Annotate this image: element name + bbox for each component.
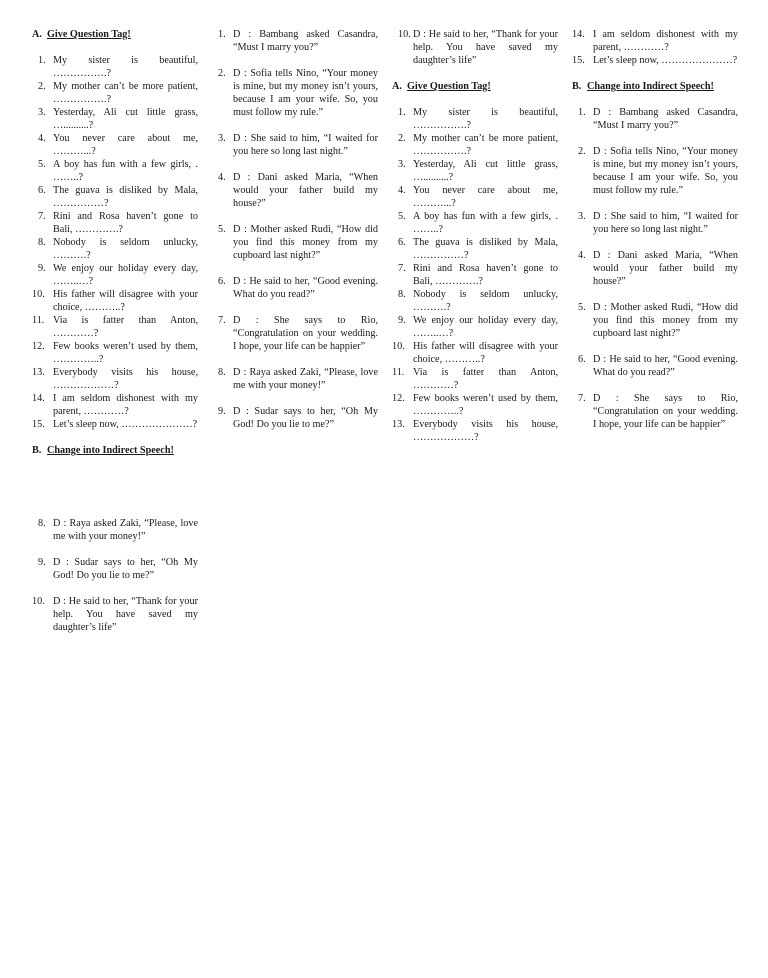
section-a-heading (392, 67, 558, 93)
list-item: 3. Yesterday, Ali cut little grass, …..........? (38, 107, 198, 131)
section-a-title: Give Question Tag! (47, 29, 131, 40)
list-item: 6. D : He said to her, “Good evening. What do you read?” (218, 276, 378, 300)
list-item: 8. D : Raya asked Zaki, “Please, love me with your money!” (38, 518, 198, 542)
list-item: 12. Few books weren’t used by them, …………..? (392, 393, 558, 417)
list-item: 2. My mother can’t be more patient, …………….? (398, 133, 558, 157)
list-item: 11. Via is fatter than Anton, …………? (32, 315, 198, 339)
question-tag-list (572, 28, 738, 67)
question-tag-list (32, 54, 198, 431)
list-item: 1. D : Bambang asked Casandra, “Must I marry you?” (578, 107, 738, 131)
list-item: 6. The guava is disliked by Mala, ……………? (398, 237, 558, 261)
column-2 (212, 28, 378, 444)
list-item: 10. His father will disagree with your choice, ………..? (392, 341, 558, 365)
list-item: 9. We enjoy our holiday every day, ……..…? (38, 263, 198, 287)
indirect-speech-list (572, 106, 738, 431)
column-1-continued (32, 517, 198, 647)
column-4 (572, 28, 738, 444)
column-1 (32, 28, 198, 457)
list-item: 14. I am seldom dishonest with my parent, …………? (572, 29, 738, 53)
list-item: 7. D : She says to Rio, “Congratulation on your wedding. I hope, your life can be happier” (578, 393, 738, 430)
list-item: 12. Few books weren’t used by them, …………..? (32, 341, 198, 365)
indirect-speech-list (212, 28, 378, 431)
list-item: 2. D : Sofia tells Nino, “Your money is mine, but my money isn’t yours, because I am your wife. So, you must follow my rule.” (578, 146, 738, 196)
list-item: 4. D : Dani asked Maria, “When would your father build my house?” (218, 172, 378, 209)
section-a-label: A. (392, 81, 402, 92)
list-item: 3. D : She said to him, “I waited for you here so long last night.” (218, 133, 378, 157)
list-item: 5. D : Mother asked Rudi, “How did you find this money from my cupboard last night?” (578, 302, 738, 339)
list-item: 9. We enjoy our holiday every day, ……..…? (398, 315, 558, 339)
list-item: 7. Rini and Rosa haven’t gone to Bali, ………….? (398, 263, 558, 287)
list-item: 6. The guava is disliked by Mala, ……………? (38, 185, 198, 209)
list-item: 14. I am seldom dishonest with my parent, …………? (32, 393, 198, 417)
list-item: 10. D : He said to her, “Thank for your help. You have saved my daughter’s life” (32, 596, 198, 633)
list-item: 10. D : He said to her, “Thank for your help. You have saved my daughter’s life” (398, 29, 558, 66)
list-item: 8. Nobody is seldom unlucky, ……….? (398, 289, 558, 313)
list-item: 15. Let’s sleep now, …………………? (32, 419, 198, 430)
list-item: 5. A boy has fun with a few girls, . ……..? (38, 159, 198, 183)
list-item: 9. D : Sudar says to her, “Oh My God! Do you lie to me?” (218, 406, 378, 430)
section-a-label: A. (32, 29, 42, 40)
list-item: 1. D : Bambang asked Casandra, “Must I marry you?” (218, 29, 378, 53)
section-b-heading (572, 80, 738, 93)
section-a-title: Give Question Tag! (407, 81, 491, 92)
indirect-speech-list (392, 28, 558, 67)
list-item: 1. My sister is beautiful, …………….? (398, 107, 558, 131)
list-item: 2. My mother can’t be more patient, …………….? (38, 81, 198, 105)
list-item: 4. You never care about me, ………...? (398, 185, 558, 209)
list-item: 3. D : She said to him, “I waited for you here so long last night.” (578, 211, 738, 235)
list-item: 6. D : He said to her, “Good evening. What do you read?” (578, 354, 738, 378)
list-item: 7. Rini and Rosa haven’t gone to Bali, ………….? (38, 211, 198, 235)
list-item: 5. D : Mother asked Rudi, “How did you find this money from my cupboard last night?” (218, 224, 378, 261)
indirect-speech-list (32, 517, 198, 634)
list-item: 11. Via is fatter than Anton, …………? (392, 367, 558, 391)
section-b-label: B. (32, 445, 42, 456)
question-tag-list (392, 106, 558, 444)
list-item: 13. Everybody visits his house, ………………? (32, 367, 198, 391)
section-b-label: B. (572, 81, 582, 92)
list-item: 4. D : Dani asked Maria, “When would your father build my house?” (578, 250, 738, 287)
list-item: 5. A boy has fun with a few girls, . ……..? (398, 211, 558, 235)
list-item: 4. You never care about me, ………...? (38, 133, 198, 157)
list-item: 10. His father will disagree with your choice, ………..? (32, 289, 198, 313)
list-item: 8. Nobody is seldom unlucky, ……….? (38, 237, 198, 261)
section-b-title: Change into Indirect Speech! (47, 445, 174, 456)
section-b-heading (32, 444, 198, 457)
section-b-title: Change into Indirect Speech! (587, 81, 714, 92)
list-item: 13. Everybody visits his house, ………………? (392, 419, 558, 443)
list-item: 3. Yesterday, Ali cut little grass, …..........? (398, 159, 558, 183)
list-item: 9. D : Sudar says to her, “Oh My God! Do you lie to me?” (38, 557, 198, 581)
list-item: 1. My sister is beautiful, …………….? (38, 55, 198, 79)
list-item: 7. D : She says to Rio, “Congratulation on your wedding. I hope, your life can be happier” (218, 315, 378, 352)
section-a-heading (32, 28, 198, 41)
list-item: 2. D : Sofia tells Nino, “Your money is mine, but my money isn’t yours, because I am your wife. So, you must follow my rule.” (218, 68, 378, 118)
list-item: 15. Let’s sleep now, …………………? (572, 55, 738, 66)
list-item: 8. D : Raya asked Zaki, “Please, love me with your money!” (218, 367, 378, 391)
column-3 (392, 28, 558, 444)
